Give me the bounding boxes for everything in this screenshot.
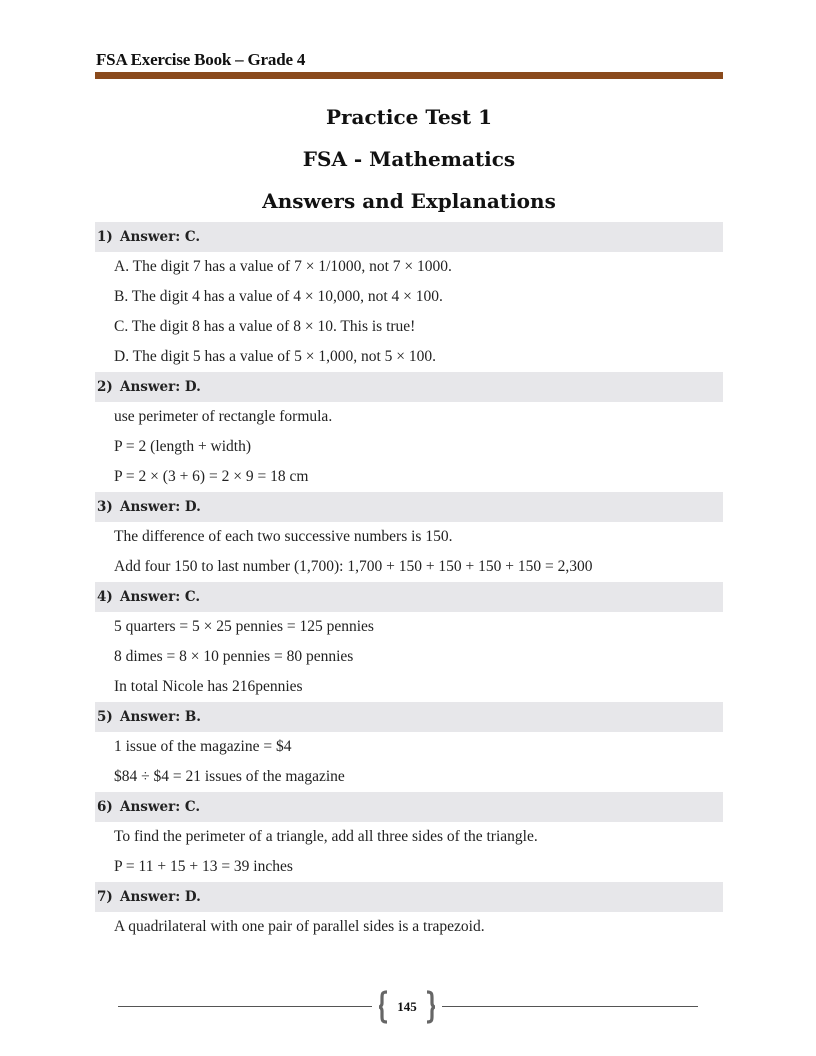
question-number: 3) — [97, 499, 113, 515]
explanation-line: The difference of each two successive numbers is 150. — [114, 528, 453, 545]
running-header-title: FSA Exercise Book – Grade 4 — [96, 50, 306, 69]
answer-label: Answer: D. — [120, 379, 201, 395]
practice-test-title: Practice Test 1 — [325, 105, 493, 129]
explanation-line: To find the perimeter of a triangle, add all three sides of the triangle. — [114, 828, 538, 845]
question-number: 2) — [97, 379, 113, 395]
answers-list — [95, 222, 723, 942]
explanation-line: A quadrilateral with one pair of parallel sides is a trapezoid. — [114, 918, 485, 935]
explanation-line: P = 11 + 15 + 13 = 39 inches — [114, 858, 293, 875]
header-rule — [95, 72, 723, 79]
question-number: 4) — [97, 589, 113, 605]
answer-header — [95, 372, 723, 402]
footer-rule-left — [118, 1006, 372, 1007]
answer-header — [95, 882, 723, 912]
question-number: 6) — [97, 799, 113, 815]
explanation-line: P = 2 (length + width) — [114, 438, 252, 455]
page-number-frame — [378, 990, 436, 1024]
explanation-line: D. The digit 5 has a value of 5 × 1,000, not 5 × 100. — [114, 348, 436, 365]
explanation-line: In total Nicole has 216pennies — [114, 678, 303, 695]
page-number: 145 — [397, 999, 417, 1014]
answer-header — [95, 222, 723, 252]
title-block — [95, 96, 723, 222]
explanation-line: B. The digit 4 has a value of 4 × 10,000, not 4 × 100. — [114, 288, 443, 305]
explanation-line: Add four 150 to last number (1,700): 1,700 + 150 + 150 + 150 + 150 = 2,300 — [114, 558, 593, 575]
explanation-line: 8 dimes = 8 × 10 pennies = 80 pennies — [114, 648, 354, 665]
question-number: 5) — [97, 709, 113, 725]
answer-label: Answer: C. — [120, 799, 201, 815]
subject-title: FSA - Mathematics — [302, 147, 516, 171]
explanation-line: 1 issue of the magazine = $4 — [114, 738, 292, 755]
explanation-line: $84 ÷ $4 = 21 issues of the magazine — [114, 768, 345, 785]
explanation-line: use perimeter of rectangle formula. — [114, 408, 333, 425]
answer-label: Answer: D. — [120, 499, 201, 515]
explanation-line: P = 2 × (3 + 6) = 2 × 9 = 18 cm — [114, 468, 309, 485]
explanation-line: C. The digit 8 has a value of 8 × 10. This is true! — [114, 318, 416, 335]
explanation-line: 5 quarters = 5 × 25 pennies = 125 pennies — [114, 618, 374, 635]
answer-header — [95, 582, 723, 612]
footer-rule-right — [442, 1006, 698, 1007]
answer-header — [95, 792, 723, 822]
answer-header — [95, 702, 723, 732]
answer-header — [95, 492, 723, 522]
answer-label: Answer: B. — [120, 709, 202, 725]
question-number: 1) — [97, 229, 113, 245]
section-title: Answers and Explanations — [262, 189, 556, 213]
question-number: 7) — [97, 889, 113, 905]
answer-label: Answer: C. — [120, 589, 201, 605]
explanation-line: A. The digit 7 has a value of 7 × 1/1000, not 7 × 1000. — [114, 258, 452, 275]
answer-label: Answer: C. — [120, 229, 201, 245]
answer-label: Answer: D. — [120, 889, 201, 905]
